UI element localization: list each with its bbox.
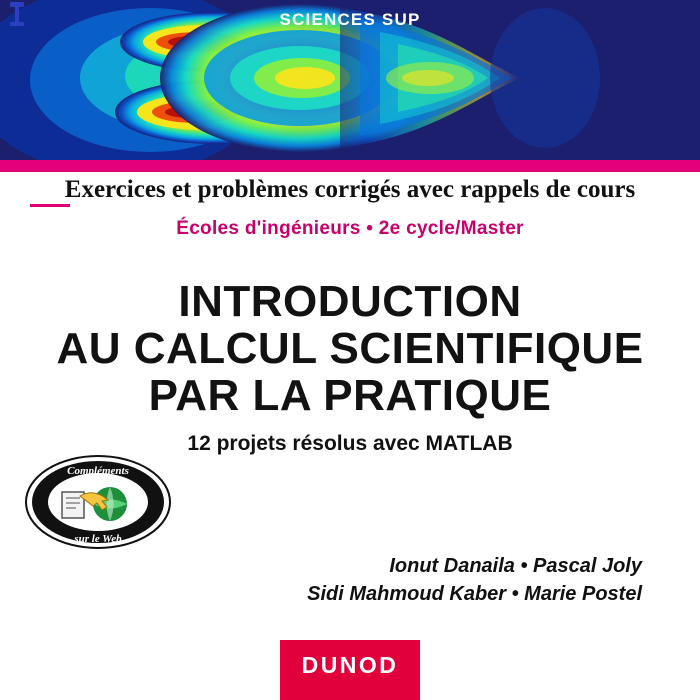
badge-text-top: Compléments bbox=[67, 465, 129, 477]
author-line-1: Ionut Danaila • Pascal Joly bbox=[389, 555, 642, 577]
author-block bbox=[0, 552, 700, 608]
page-title bbox=[0, 278, 700, 419]
paperclip-icon bbox=[6, 0, 28, 30]
series-title: SCIENCES SUP bbox=[279, 10, 421, 29]
audience-line: Écoles d'ingénieurs • 2e cycle/Master bbox=[176, 218, 524, 239]
accent-rule bbox=[30, 204, 70, 207]
strapline: Exercices et problèmes corrigés avec rappels de cours bbox=[64, 176, 636, 203]
subtitle: 12 projets résolus avec MATLAB bbox=[187, 432, 513, 455]
magenta-divider bbox=[0, 160, 700, 172]
title-line-3: PAR LA PRATIQUE bbox=[148, 371, 552, 420]
title-line-1: INTRODUCTION bbox=[178, 277, 522, 326]
cover-artwork-band bbox=[0, 0, 700, 160]
web-complement-badge bbox=[22, 452, 174, 552]
author-line-2: Sidi Mahmoud Kaber • Marie Postel bbox=[307, 583, 642, 605]
title-line-2: AU CALCUL SCIENTIFIQUE bbox=[56, 324, 644, 373]
publisher-name: DUNOD bbox=[301, 652, 399, 678]
badge-text-bottom: sur le Web bbox=[74, 533, 122, 545]
